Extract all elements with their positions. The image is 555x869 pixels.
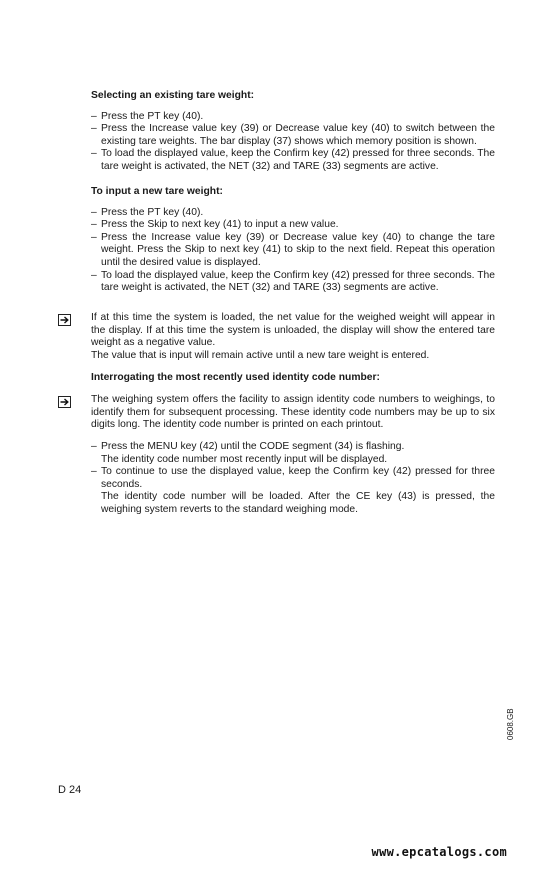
arrow-right-boxed-icon — [58, 314, 71, 326]
arrow-right-boxed-icon — [58, 396, 71, 408]
page-number: D 24 — [58, 784, 82, 796]
list-item: – To load the displayed value, keep the Confirm key (42) pressed for three seconds. The tare weight is activated, the NET (32) and TARE (33) segments are active. — [91, 270, 495, 295]
instruction-list — [91, 207, 495, 295]
list-item: – Press the PT key (40). — [91, 207, 495, 220]
section-interrogating — [91, 372, 495, 385]
section-select-existing — [91, 90, 495, 174]
list-item — [91, 441, 495, 466]
list-item: – Press the Increase value key (39) or Decrease value key (40) to change the tare weight. Press the Skip to next key (41) to skip to the next field. Repeat this operation until the desired value is displayed. — [91, 232, 495, 270]
list-item: – Press the Skip to next key (41) to input a new value. — [91, 219, 495, 232]
list-item-text: To continue to use the displayed value, keep the Confirm key (42) pressed for three seconds. — [101, 466, 495, 490]
note-block — [91, 312, 495, 362]
section-heading: Interrogating the most recently used identity code number: — [91, 372, 380, 383]
doc-code: 0608.GB — [506, 708, 515, 740]
section-heading: To input a new tare weight: — [91, 186, 223, 197]
note-text: If at this time the system is loaded, the net value for the weighed weight will appear in the display. If at this time the system is unloaded, the display will show the entered tare weight as a negative value. — [91, 312, 495, 349]
instruction-list — [91, 441, 495, 517]
list-item — [91, 466, 495, 516]
instruction-list — [91, 111, 495, 174]
watermark-link[interactable]: www.epcatalogs.com — [371, 845, 507, 859]
note-text: The weighing system offers the facility to assign identity code numbers to weighings, to identify them for subsequent processing. These identity code numbers may be up to six digits long. The identity code number is printed on each printout. — [91, 394, 495, 431]
section-interrogating-steps — [91, 441, 495, 517]
list-item-text: Press the MENU key (42) until the CODE segment (34) is flashing. — [101, 441, 405, 452]
list-item: – Press the PT key (40). — [91, 111, 495, 124]
note-follow-text: The value that is input will remain active until a new tare weight is entered. — [91, 349, 430, 361]
list-item-subtext: The identity code number will be loaded. After the CE key (43) is pressed, the weighing system reverts to the standard weighing mode. — [101, 491, 495, 515]
section-input-new — [91, 186, 495, 295]
list-item: – To load the displayed value, keep the Confirm key (42) pressed for three seconds. The tare weight is activated, the NET (32) and TARE (33) segments are active. — [91, 148, 495, 173]
list-item: – Press the Increase value key (39) or Decrease value key (40) to switch between the existing tare weights. The bar display (37) shows which memory position is shown. — [91, 123, 495, 148]
note-block — [91, 394, 495, 432]
list-item-subtext: The identity code number most recently input will be displayed. — [101, 453, 388, 465]
section-heading: Selecting an existing tare weight: — [91, 90, 255, 101]
